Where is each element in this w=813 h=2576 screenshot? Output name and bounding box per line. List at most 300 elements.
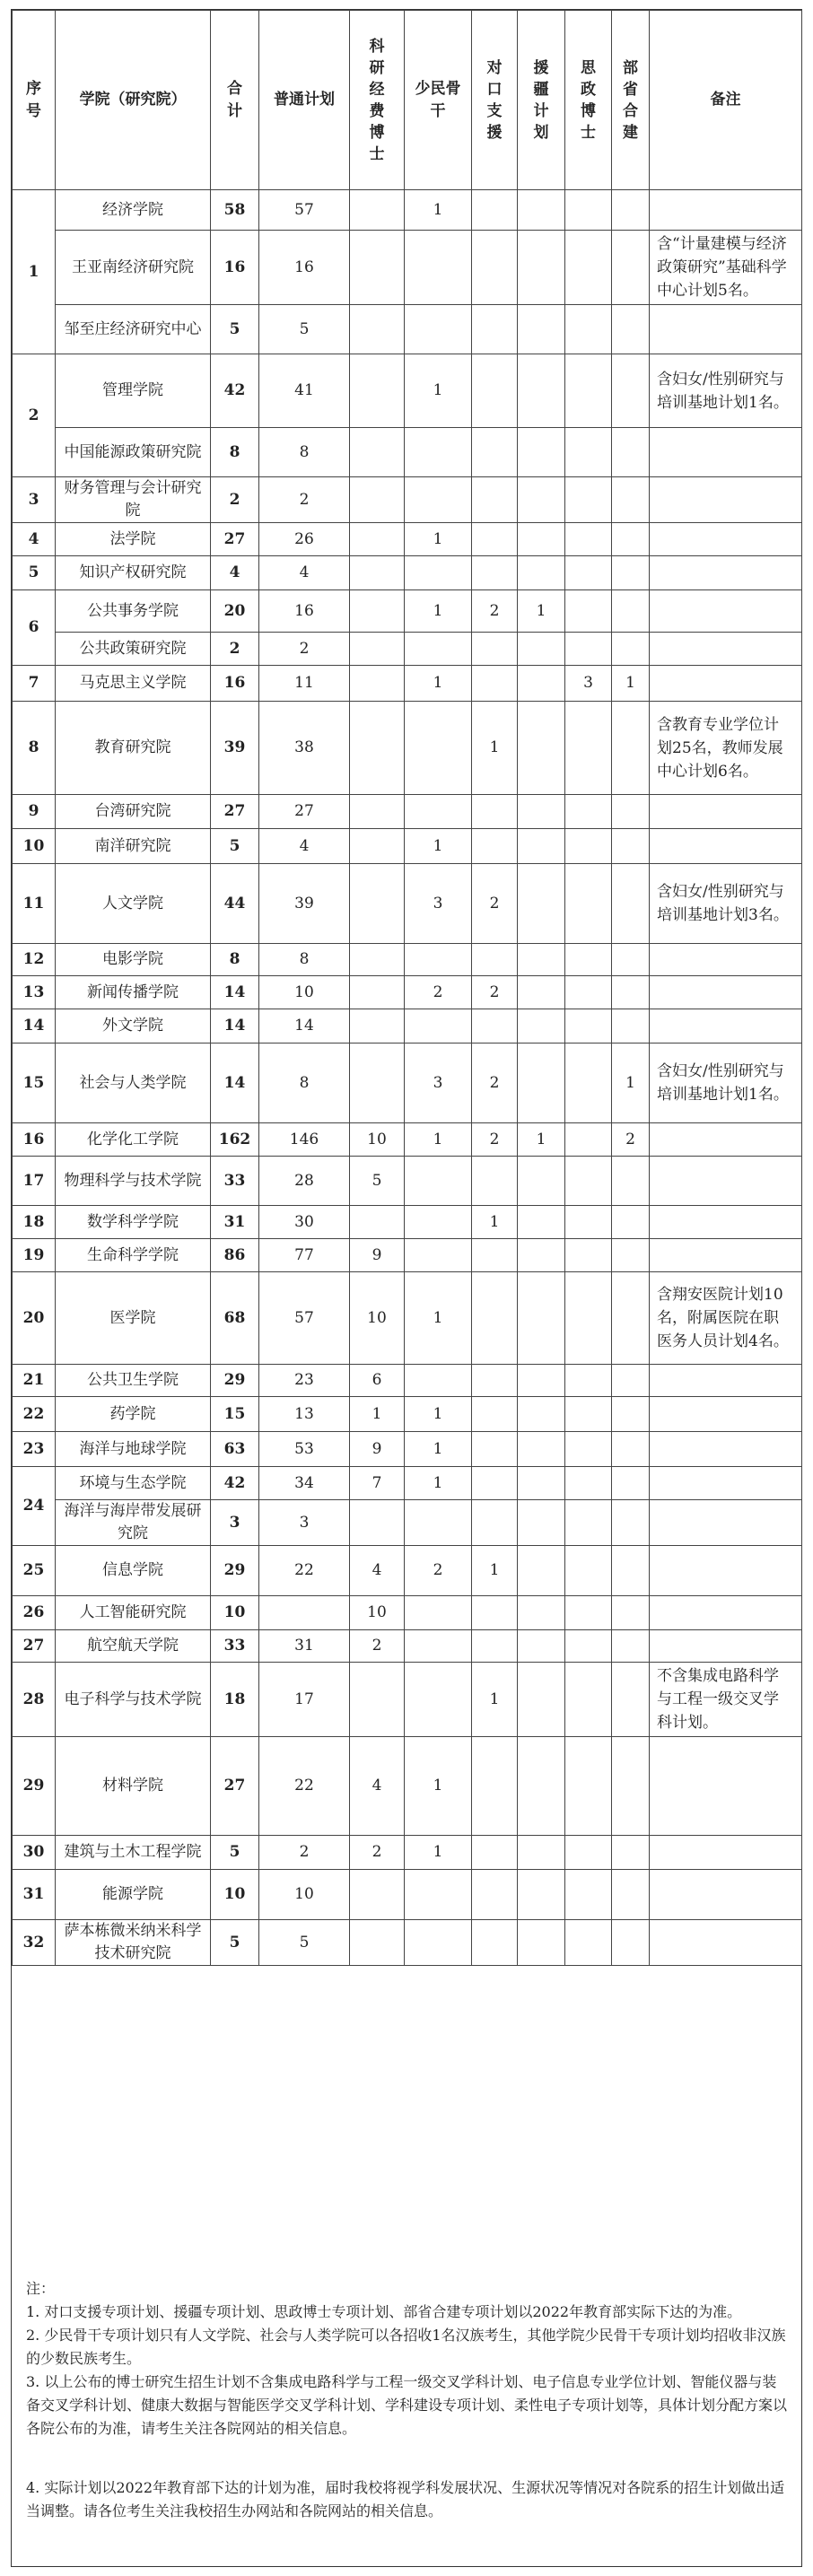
cell-joint — [612, 944, 650, 976]
cell-ideology — [565, 1596, 612, 1630]
cell-general: 10 — [259, 976, 350, 1009]
cell-research — [350, 795, 405, 829]
school-name: 能源学院 — [56, 1870, 211, 1920]
cell-research — [350, 556, 405, 590]
header-minority: 少民骨干 — [405, 11, 472, 190]
cell-total: 31 — [211, 1206, 259, 1239]
cell-research — [350, 190, 405, 231]
table-row — [13, 590, 802, 633]
cell-counterpart — [472, 1500, 518, 1546]
cell-ideology — [565, 1397, 612, 1432]
cell-total: 5 — [211, 829, 259, 864]
cell-total: 4 — [211, 556, 259, 590]
school-name: 生命科学学院 — [56, 1239, 211, 1272]
cell-joint — [612, 190, 650, 231]
cell-general: 13 — [259, 1397, 350, 1432]
cell-remark — [650, 1630, 802, 1663]
cell-tibet — [518, 1920, 565, 1966]
row-seq: 23 — [13, 1432, 56, 1467]
cell-minority: 2 — [405, 1546, 472, 1596]
cell-ideology — [565, 1365, 612, 1397]
header-remark: 备注 — [650, 11, 802, 190]
school-name: 海洋与海岸带发展研究院 — [56, 1500, 211, 1546]
cell-general: 34 — [259, 1467, 350, 1500]
table-row — [13, 1272, 802, 1365]
cell-minority — [405, 1365, 472, 1397]
cell-general: 10 — [259, 1870, 350, 1920]
row-seq: 12 — [13, 944, 56, 976]
cell-counterpart — [472, 1239, 518, 1272]
cell-ideology — [565, 1123, 612, 1157]
school-name: 外文学院 — [56, 1009, 211, 1043]
cell-joint — [612, 829, 650, 864]
table-row — [13, 1123, 802, 1157]
footnotes — [26, 2277, 789, 2523]
cell-research: 1 — [350, 1397, 405, 1432]
cell-general: 22 — [259, 1546, 350, 1596]
cell-counterpart — [472, 944, 518, 976]
row-seq: 15 — [13, 1043, 56, 1123]
cell-counterpart — [472, 1272, 518, 1365]
cell-remark — [650, 666, 802, 702]
cell-total: 5 — [211, 305, 259, 354]
school-name: 公共政策研究院 — [56, 633, 211, 666]
cell-tibet — [518, 829, 565, 864]
school-name: 教育研究院 — [56, 702, 211, 795]
cell-research — [350, 666, 405, 702]
school-name: 环境与生态学院 — [56, 1467, 211, 1500]
cell-tibet — [518, 523, 565, 556]
cell-minority — [405, 1596, 472, 1630]
row-seq: 2 — [13, 354, 56, 477]
school-name: 建筑与土木工程学院 — [56, 1836, 211, 1870]
cell-research — [350, 1206, 405, 1239]
cell-remark: 含妇女/性别研究与培训基地计划1名。 — [650, 1043, 802, 1123]
cell-remark — [650, 1123, 802, 1157]
cell-remark — [650, 523, 802, 556]
cell-joint — [612, 1596, 650, 1630]
cell-research: 2 — [350, 1836, 405, 1870]
cell-total: 68 — [211, 1272, 259, 1365]
school-name: 马克思主义学院 — [56, 666, 211, 702]
cell-general: 38 — [259, 702, 350, 795]
cell-minority — [405, 1206, 472, 1239]
cell-minority — [405, 231, 472, 305]
cell-remark — [650, 428, 802, 477]
cell-tibet — [518, 354, 565, 428]
cell-tibet — [518, 1157, 565, 1206]
cell-tibet: 1 — [518, 1123, 565, 1157]
header-joint-build: 部省合建 — [612, 11, 650, 190]
school-name: 材料学院 — [56, 1737, 211, 1836]
cell-remark — [650, 1546, 802, 1596]
cell-remark — [650, 633, 802, 666]
cell-general: 41 — [259, 354, 350, 428]
cell-general: 146 — [259, 1123, 350, 1157]
cell-total: 14 — [211, 1043, 259, 1123]
cell-tibet — [518, 1397, 565, 1432]
cell-general: 2 — [259, 633, 350, 666]
row-seq: 18 — [13, 1206, 56, 1239]
cell-remark — [650, 1737, 802, 1836]
cell-remark — [650, 1009, 802, 1043]
table-row — [13, 231, 802, 305]
cell-total: 58 — [211, 190, 259, 231]
cell-counterpart: 1 — [472, 1546, 518, 1596]
table-row — [13, 1043, 802, 1123]
cell-counterpart — [472, 666, 518, 702]
cell-joint — [612, 556, 650, 590]
plan-table-frame — [11, 9, 802, 2567]
cell-joint: 1 — [612, 666, 650, 702]
row-seq: 21 — [13, 1365, 56, 1397]
cell-tibet — [518, 428, 565, 477]
cell-joint — [612, 976, 650, 1009]
cell-research: 5 — [350, 1157, 405, 1206]
cell-total: 27 — [211, 1737, 259, 1836]
cell-joint — [612, 1206, 650, 1239]
table-row — [13, 1920, 802, 1966]
cell-research: 10 — [350, 1123, 405, 1157]
cell-counterpart: 2 — [472, 1043, 518, 1123]
cell-minority: 1 — [405, 1397, 472, 1432]
cell-tibet — [518, 305, 565, 354]
school-name: 人文学院 — [56, 864, 211, 944]
cell-counterpart — [472, 1397, 518, 1432]
cell-tibet — [518, 1630, 565, 1663]
cell-tibet — [518, 1365, 565, 1397]
row-seq: 14 — [13, 1009, 56, 1043]
cell-general: 30 — [259, 1206, 350, 1239]
cell-tibet — [518, 795, 565, 829]
cell-ideology — [565, 1870, 612, 1920]
header-counterpart: 对口支援 — [472, 11, 518, 190]
cell-remark: 含教育专业学位计划25名，教师发展中心计划6名。 — [650, 702, 802, 795]
cell-ideology — [565, 1272, 612, 1365]
cell-ideology — [565, 864, 612, 944]
cell-general: 31 — [259, 1630, 350, 1663]
row-seq: 20 — [13, 1272, 56, 1365]
cell-tibet — [518, 1737, 565, 1836]
cell-total: 29 — [211, 1365, 259, 1397]
cell-minority: 1 — [405, 523, 472, 556]
cell-tibet — [518, 556, 565, 590]
cell-minority: 2 — [405, 976, 472, 1009]
cell-tibet — [518, 1836, 565, 1870]
cell-general: 57 — [259, 1272, 350, 1365]
row-seq: 9 — [13, 795, 56, 829]
row-seq: 16 — [13, 1123, 56, 1157]
cell-joint — [612, 1272, 650, 1365]
cell-research — [350, 702, 405, 795]
cell-tibet — [518, 976, 565, 1009]
cell-general: 14 — [259, 1009, 350, 1043]
cell-ideology — [565, 633, 612, 666]
cell-remark — [650, 1596, 802, 1630]
cell-joint — [612, 1920, 650, 1966]
table-row — [13, 354, 802, 428]
row-seq: 7 — [13, 666, 56, 702]
cell-counterpart — [472, 633, 518, 666]
cell-research — [350, 1663, 405, 1737]
table-row — [13, 1239, 802, 1272]
cell-counterpart — [472, 1432, 518, 1467]
cell-joint — [612, 702, 650, 795]
cell-counterpart — [472, 190, 518, 231]
table-row — [13, 1397, 802, 1432]
cell-total: 16 — [211, 666, 259, 702]
cell-general: 16 — [259, 590, 350, 633]
school-name: 财务管理与会计研究院 — [56, 477, 211, 523]
school-name: 经济学院 — [56, 190, 211, 231]
cell-minority — [405, 1239, 472, 1272]
cell-joint — [612, 1009, 650, 1043]
cell-counterpart: 2 — [472, 590, 518, 633]
cell-total: 86 — [211, 1239, 259, 1272]
cell-ideology — [565, 976, 612, 1009]
cell-tibet — [518, 477, 565, 523]
school-name: 药学院 — [56, 1397, 211, 1432]
cell-joint — [612, 231, 650, 305]
cell-minority — [405, 305, 472, 354]
cell-joint — [612, 1836, 650, 1870]
cell-tibet — [518, 1009, 565, 1043]
school-name: 信息学院 — [56, 1546, 211, 1596]
table-row — [13, 1157, 802, 1206]
cell-research — [350, 1500, 405, 1546]
cell-tibet — [518, 1500, 565, 1546]
row-seq: 25 — [13, 1546, 56, 1596]
cell-ideology — [565, 1157, 612, 1206]
cell-remark — [650, 477, 802, 523]
cell-counterpart — [472, 795, 518, 829]
cell-tibet — [518, 1272, 565, 1365]
cell-ideology — [565, 1920, 612, 1966]
cell-minority — [405, 1630, 472, 1663]
cell-total: 33 — [211, 1630, 259, 1663]
header-ideology-phd: 思政博士 — [565, 11, 612, 190]
cell-remark — [650, 1432, 802, 1467]
school-name: 海洋与地球学院 — [56, 1432, 211, 1467]
table-row — [13, 556, 802, 590]
school-name: 电子科学与技术学院 — [56, 1663, 211, 1737]
cell-remark — [650, 1239, 802, 1272]
cell-total: 3 — [211, 1500, 259, 1546]
cell-joint — [612, 1546, 650, 1596]
cell-general: 2 — [259, 477, 350, 523]
row-seq: 29 — [13, 1737, 56, 1836]
cell-total: 10 — [211, 1596, 259, 1630]
row-seq: 13 — [13, 976, 56, 1009]
cell-ideology — [565, 231, 612, 305]
cell-remark — [650, 1157, 802, 1206]
cell-research — [350, 477, 405, 523]
notes-heading: 注： — [26, 2280, 56, 2297]
cell-general: 28 — [259, 1157, 350, 1206]
cell-total: 16 — [211, 231, 259, 305]
cell-joint — [612, 864, 650, 944]
table-row — [13, 944, 802, 976]
cell-total: 63 — [211, 1432, 259, 1467]
row-seq: 32 — [13, 1920, 56, 1966]
school-name: 萨本栋微米纳米科学技术研究院 — [56, 1920, 211, 1966]
cell-research — [350, 829, 405, 864]
cell-minority: 1 — [405, 1432, 472, 1467]
cell-joint — [612, 1737, 650, 1836]
school-name: 化学化工学院 — [56, 1123, 211, 1157]
cell-minority — [405, 795, 472, 829]
cell-ideology — [565, 1432, 612, 1467]
cell-joint — [612, 633, 650, 666]
cell-ideology — [565, 428, 612, 477]
school-name: 中国能源政策研究院 — [56, 428, 211, 477]
cell-remark — [650, 1500, 802, 1546]
cell-remark — [650, 590, 802, 633]
cell-ideology — [565, 1546, 612, 1596]
cell-counterpart — [472, 1596, 518, 1630]
cell-general — [259, 1596, 350, 1630]
cell-joint — [612, 428, 650, 477]
cell-remark: 含“计量建模与经济政策研究”基础科学中心计划5名。 — [650, 231, 802, 305]
cell-counterpart — [472, 1737, 518, 1836]
cell-ideology — [565, 1206, 612, 1239]
cell-tibet — [518, 633, 565, 666]
cell-total: 14 — [211, 976, 259, 1009]
cell-counterpart: 1 — [472, 1206, 518, 1239]
cell-general: 5 — [259, 305, 350, 354]
school-name: 医学院 — [56, 1272, 211, 1365]
table-row — [13, 702, 802, 795]
cell-remark — [650, 1467, 802, 1500]
cell-total: 14 — [211, 1009, 259, 1043]
cell-counterpart — [472, 1836, 518, 1870]
cell-research — [350, 944, 405, 976]
cell-total: 33 — [211, 1157, 259, 1206]
cell-general: 11 — [259, 666, 350, 702]
cell-total: 10 — [211, 1870, 259, 1920]
row-seq: 27 — [13, 1630, 56, 1663]
cell-total: 5 — [211, 1836, 259, 1870]
cell-ideology — [565, 1009, 612, 1043]
cell-minority — [405, 633, 472, 666]
cell-tibet — [518, 1663, 565, 1737]
school-name: 新闻传播学院 — [56, 976, 211, 1009]
cell-total: 15 — [211, 1397, 259, 1432]
cell-tibet — [518, 1870, 565, 1920]
cell-research: 4 — [350, 1737, 405, 1836]
cell-research — [350, 590, 405, 633]
cell-research: 10 — [350, 1272, 405, 1365]
cell-research — [350, 1920, 405, 1966]
cell-ideology — [565, 556, 612, 590]
cell-research: 4 — [350, 1546, 405, 1596]
cell-general: 77 — [259, 1239, 350, 1272]
cell-remark — [650, 1920, 802, 1966]
header-school: 学院（研究院） — [56, 11, 211, 190]
cell-general: 5 — [259, 1920, 350, 1966]
table-row — [13, 633, 802, 666]
row-seq: 19 — [13, 1239, 56, 1272]
cell-ideology: 3 — [565, 666, 612, 702]
cell-general: 16 — [259, 231, 350, 305]
cell-joint — [612, 1663, 650, 1737]
cell-joint — [612, 1365, 650, 1397]
cell-minority — [405, 1009, 472, 1043]
cell-joint — [612, 1432, 650, 1467]
cell-tibet — [518, 1596, 565, 1630]
cell-minority: 1 — [405, 190, 472, 231]
cell-research — [350, 1043, 405, 1123]
cell-general: 57 — [259, 190, 350, 231]
note-3: 3. 以上公布的博士研究生招生计划不含集成电路科学与工程一级交叉学科计划、电子信息专业学位计划、智能仪器与装备交叉学科计划、健康大数据与智能医学交叉学科计划、学科建设专项计划、柔性电子专项计划等，具体计划分配方案以各院公布的为准，请考生关注各院网站的相关信息。 — [26, 2373, 788, 2437]
cell-research: 2 — [350, 1630, 405, 1663]
cell-joint: 1 — [612, 1043, 650, 1123]
cell-total: 2 — [211, 477, 259, 523]
cell-total: 20 — [211, 590, 259, 633]
row-seq: 10 — [13, 829, 56, 864]
cell-tibet — [518, 702, 565, 795]
cell-remark — [650, 556, 802, 590]
school-name: 公共卫生学院 — [56, 1365, 211, 1397]
cell-general: 3 — [259, 1500, 350, 1546]
cell-total: 27 — [211, 795, 259, 829]
cell-counterpart — [472, 305, 518, 354]
header-total: 合计 — [211, 11, 259, 190]
cell-minority — [405, 944, 472, 976]
cell-joint — [612, 1630, 650, 1663]
cell-joint — [612, 590, 650, 633]
cell-joint — [612, 523, 650, 556]
cell-ideology — [565, 477, 612, 523]
cell-counterpart — [472, 829, 518, 864]
table-row — [13, 1500, 802, 1546]
cell-minority — [405, 702, 472, 795]
table-row — [13, 1836, 802, 1870]
table-row — [13, 829, 802, 864]
table-row — [13, 976, 802, 1009]
table-row — [13, 1596, 802, 1630]
table-row — [13, 477, 802, 523]
cell-research — [350, 354, 405, 428]
cell-ideology — [565, 1630, 612, 1663]
note-1: 1. 对口支援专项计划、援疆专项计划、思政博士专项计划、部省合建专项计划以2022年教育部实际下达的为准。 — [26, 2303, 742, 2320]
row-seq: 31 — [13, 1870, 56, 1920]
cell-minority: 3 — [405, 864, 472, 944]
cell-total: 8 — [211, 428, 259, 477]
table-row — [13, 1870, 802, 1920]
cell-research — [350, 523, 405, 556]
cell-remark: 含翔安医院计划10名，附属医院在职医务人员计划4名。 — [650, 1272, 802, 1365]
cell-ideology — [565, 523, 612, 556]
cell-joint — [612, 1500, 650, 1546]
cell-counterpart — [472, 1009, 518, 1043]
table-row — [13, 795, 802, 829]
cell-total: 44 — [211, 864, 259, 944]
cell-research — [350, 976, 405, 1009]
cell-minority: 1 — [405, 1836, 472, 1870]
row-seq: 8 — [13, 702, 56, 795]
cell-tibet — [518, 944, 565, 976]
cell-counterpart: 1 — [472, 702, 518, 795]
cell-ideology — [565, 795, 612, 829]
cell-tibet — [518, 1206, 565, 1239]
cell-general: 39 — [259, 864, 350, 944]
row-seq: 3 — [13, 477, 56, 523]
note-4: 4. 实际计划以2022年教育部下达的计划为准，届时我校将视学科发展状况、生源状况等情况对各院系的招生计划做出适当调整。请各位考生关注我校招生办网站和各院网站的相关信息。 — [26, 2479, 785, 2519]
cell-remark: 不含集成电路科学与工程一级交叉学科计划。 — [650, 1663, 802, 1737]
table-row — [13, 1432, 802, 1467]
row-seq: 24 — [13, 1467, 56, 1546]
